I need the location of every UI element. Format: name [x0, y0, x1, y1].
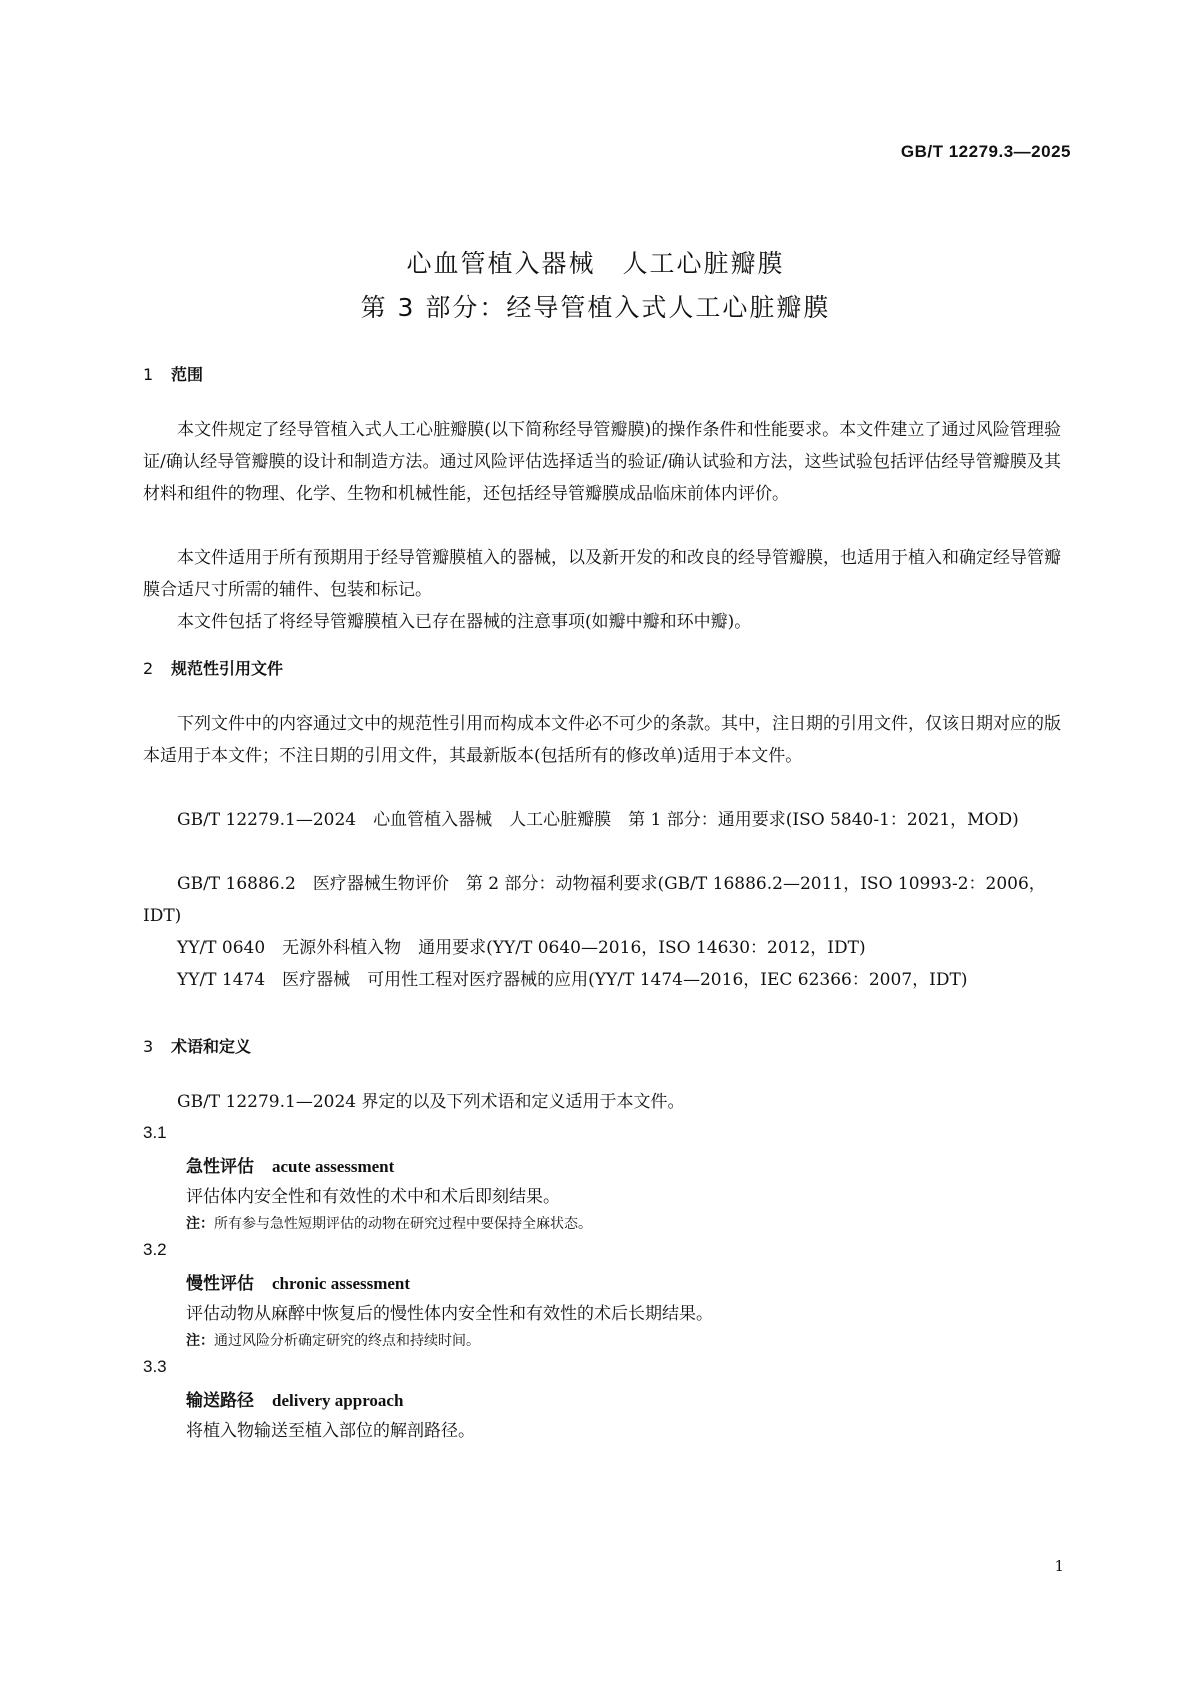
term-heading — [186, 1152, 394, 1177]
term-name-en: delivery approach — [272, 1391, 404, 1410]
scope-paragraph-2: 本文件适用于所有预期用于经导管瓣膜植入的器械，以及新开发的和改良的经导管瓣膜，也适用于植入和确定经导管瓣膜合适尺寸所需的辅件、包装和标记。 — [143, 548, 1061, 600]
standard-number: GB/T 12279.3—2025 — [900, 142, 1071, 161]
term-definition: 评估体内安全性和有效性的术中和术后即刻结果。 — [186, 1187, 560, 1207]
term-heading — [186, 1386, 403, 1411]
reference-item: GB/T 12279.1—2024 心血管植入器械 人工心脏瓣膜 第 1 部分：通用要求(ISO 5840-1：2021，MOD) — [177, 810, 1019, 830]
section-3-heading — [143, 1034, 251, 1057]
term-definition: 将植入物输送至植入部位的解剖路径。 — [186, 1421, 475, 1441]
section-2-heading — [143, 656, 283, 679]
terms-intro-paragraph: GB/T 12279.1—2024 界定的以及下列术语和定义适用于本文件。 — [177, 1092, 685, 1112]
title-line-2: 第 3 部分：经导管植入式人工心脏瓣膜 — [360, 293, 831, 322]
page-number: 1 — [1054, 1557, 1064, 1575]
term-note — [186, 1213, 592, 1233]
term-note — [186, 1330, 480, 1350]
reference-item: YY/T 0640 无源外科植入物 通用要求(YY/T 0640—2016，ISO 14630：2012，IDT) — [177, 938, 866, 958]
section-number: 3 — [143, 1037, 154, 1056]
note-text: 通过风险分析确定研究的终点和持续时间。 — [214, 1333, 480, 1349]
term-name-zh: 慢性评估 — [186, 1274, 254, 1294]
section-title: 术语和定义 — [171, 1037, 252, 1056]
note-label: 注： — [186, 1216, 214, 1232]
term-definition: 评估动物从麻醉中恢复后的慢性体内安全性和有效性的术后长期结果。 — [186, 1304, 713, 1324]
title-line-1: 心血管植入器械 人工心脏瓣膜 — [406, 249, 785, 278]
term-name-en: chronic assessment — [272, 1274, 411, 1293]
term-name-zh: 输送路径 — [186, 1391, 254, 1411]
section-title: 规范性引用文件 — [171, 659, 284, 678]
term-number: 3.1 — [143, 1123, 167, 1142]
section-title: 范围 — [171, 365, 204, 384]
term-name-en: acute assessment — [272, 1157, 395, 1176]
reference-item: GB/T 16886.2 医疗器械生物评价 第 2 部分：动物福利要求(GB/T 16886.2—2011，ISO 10993-2：2006，IDT) — [143, 874, 1046, 926]
term-number: 3.2 — [143, 1240, 167, 1259]
reference-item: YY/T 1474 医疗器械 可用性工程对医疗器械的应用(YY/T 1474—2016，IEC 62366：2007，IDT) — [177, 970, 968, 990]
section-number: 2 — [143, 659, 154, 678]
term-heading — [186, 1269, 410, 1294]
section-1-heading — [143, 362, 203, 385]
scope-paragraph-1: 本文件规定了经导管植入式人工心脏瓣膜(以下简称经导管瓣膜)的操作条件和性能要求。本文件建立了通过风险管理验证/确认经导管瓣膜的设计和制造方法。通过风险评估选择适当的验证/确认试验和方法，这些试验包括评估经导管瓣膜及其材料和组件的物理、化学、生物和机械性能，还包括经导管瓣膜成品临床前体内评价。 — [143, 420, 1061, 504]
scope-paragraph-3: 本文件包括了将经导管瓣膜植入已存在器械的注意事项(如瓣中瓣和环中瓣)。 — [177, 612, 752, 632]
normative-intro-paragraph: 下列文件中的内容通过文中的规范性引用而构成本文件必不可少的条款。其中，注日期的引用文件，仅该日期对应的版本适用于本文件；不注日期的引用文件，其最新版本(包括所有的修改单)适用于本文件。 — [143, 714, 1061, 766]
note-text: 所有参与急性短期评估的动物在研究过程中要保持全麻状态。 — [214, 1216, 592, 1232]
term-name-zh: 急性评估 — [186, 1157, 254, 1177]
term-number: 3.3 — [143, 1357, 167, 1376]
section-number: 1 — [143, 365, 154, 384]
note-label: 注： — [186, 1333, 214, 1349]
